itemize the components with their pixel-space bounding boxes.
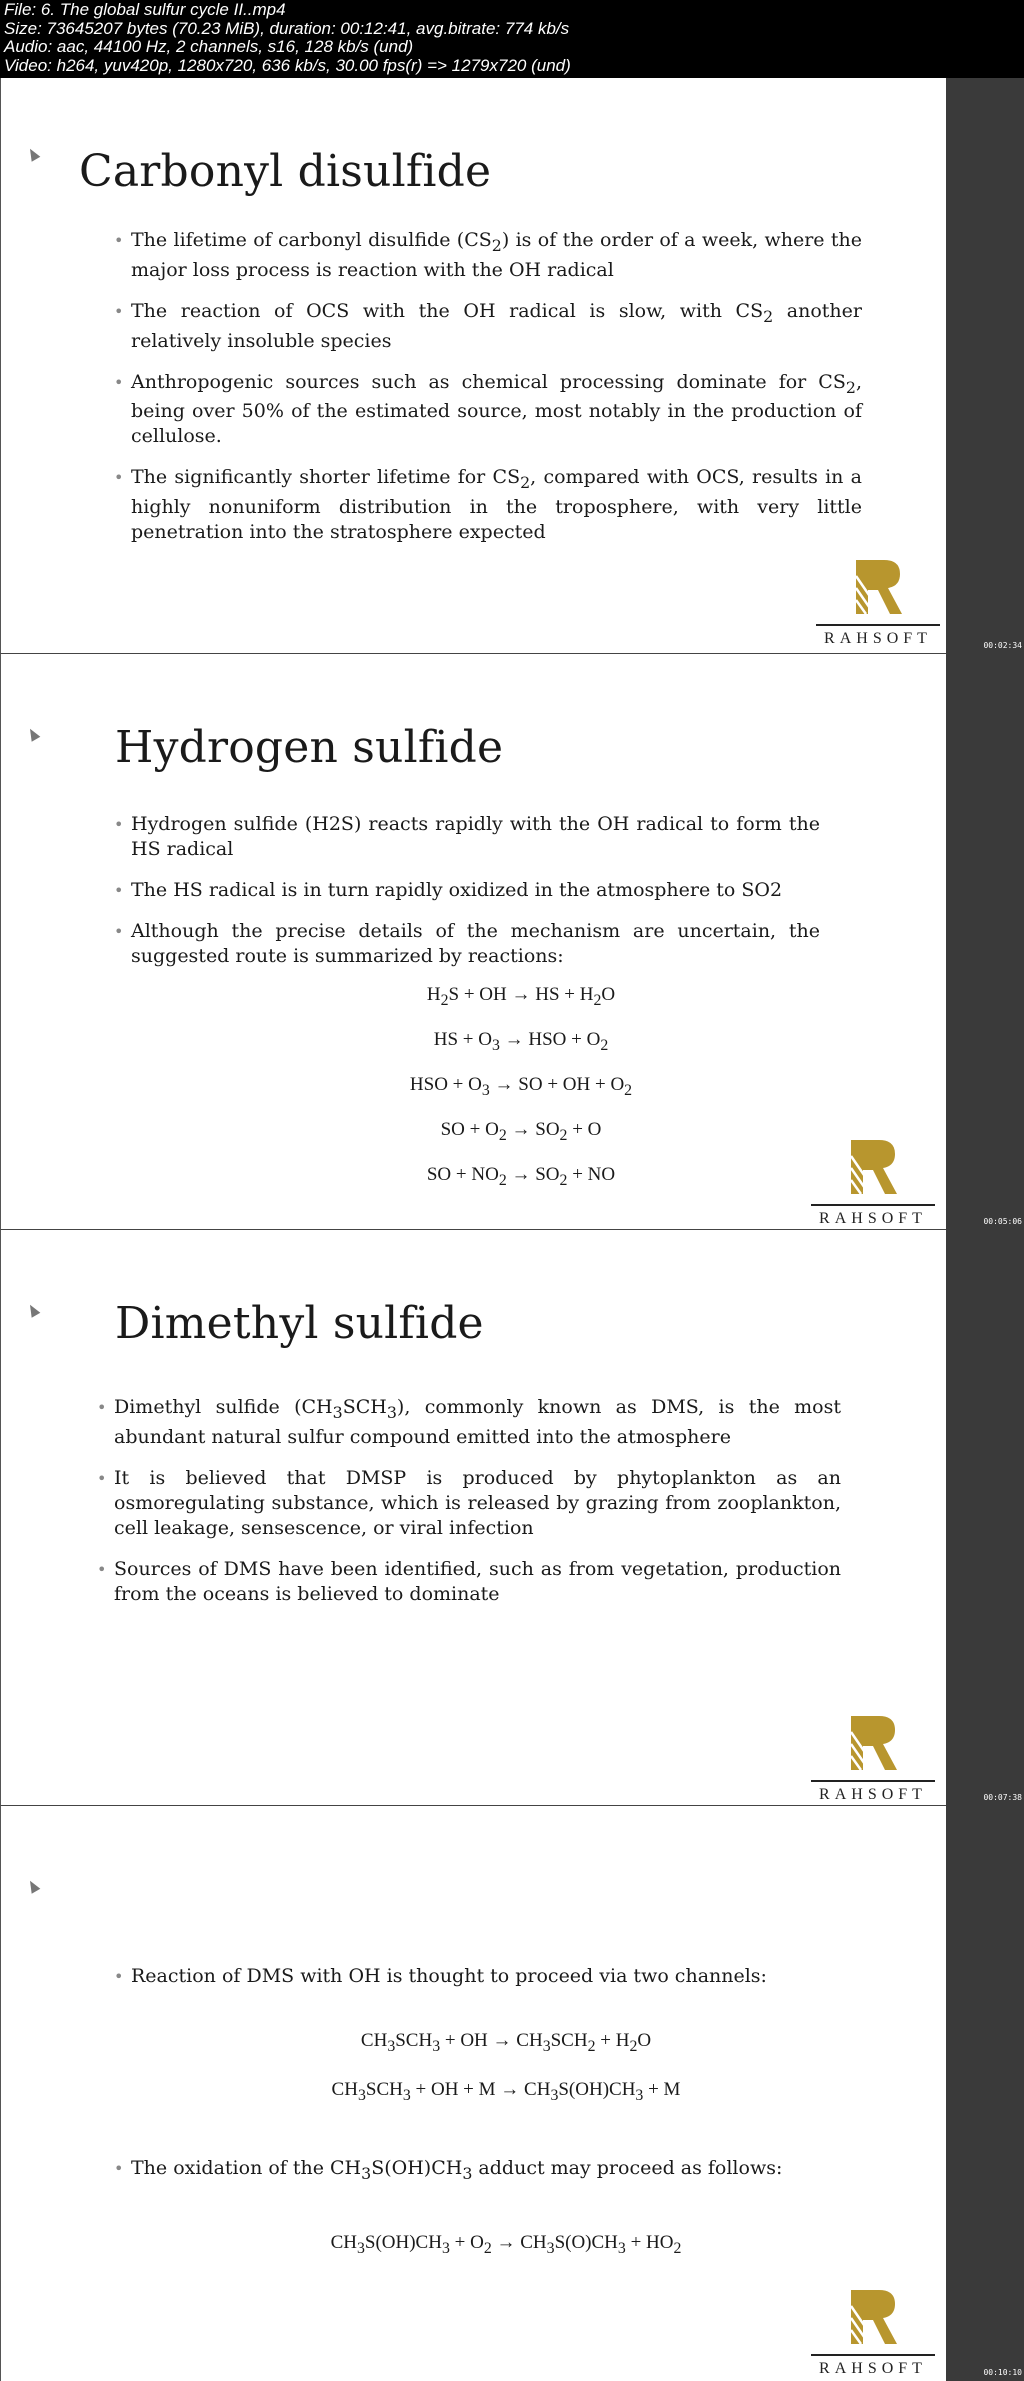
video-frame-3 — [0, 1230, 1024, 1806]
rahsoft-logo — [811, 2288, 935, 2378]
timestamp: 00:07:38 — [983, 1793, 1022, 1802]
bullet-list — [97, 1395, 841, 1623]
mouse-cursor-icon — [26, 146, 41, 161]
rahsoft-logo — [811, 1138, 935, 1228]
bullet-list — [114, 228, 862, 561]
brand-name: RAHSOFT — [819, 1786, 927, 1803]
file-line: File: 6. The global sulfur cycle II..mp4 — [4, 0, 286, 19]
slide — [0, 1806, 946, 2381]
bullet-item: • The lifetime of carbonyl disulfide $(CS_2)$ is of the order of a week, where the major loss process is reaction with the OH radical — [114, 228, 862, 283]
slide-title: Carbonyl disulfide — [79, 146, 492, 197]
rahsoft-logo-icon — [847, 1138, 899, 1196]
rahsoft-logo-icon — [852, 558, 904, 616]
video-frame-2 — [0, 654, 1024, 1230]
side-bar — [946, 654, 1024, 1230]
brand-name: RAHSOFT — [819, 2360, 927, 2377]
slide — [0, 78, 946, 654]
equation-list — [231, 2230, 781, 2275]
side-bar — [946, 78, 1024, 654]
equation-list — [321, 982, 721, 1207]
video-line: Video: h264, yuv420p, 1280x720, 636 kb/s, 30.00 fps(r) => 1279x720 (und) — [4, 55, 571, 75]
bullet-item: • The oxidation of the $CH_3S(OH)CH_3$ adduct may proceed as follows: — [114, 2156, 834, 2186]
equation: HS + $O_3$ → HSO + $O_2$ — [433, 1029, 609, 1054]
brand-name: RAHSOFT — [824, 630, 932, 647]
equation: $CH_3SCH_3$ + OH + $M \to CH_3S(OH)CH_3 + M$ — [331, 2079, 681, 2104]
equation: $CH_3S(OH)CH_3 + O_2 \to CH_3S(O)CH_3 + HO_2$ — [330, 2232, 682, 2257]
bullet-item: • It is believed that DMSP is produced by phytoplankton as an osmoregulating substance, which is released by grazing from zooplankton, cell leakage, sensescence, or viral infection — [97, 1466, 841, 1541]
equation: $H_2S$ + OH → HS + $H_2O$ — [426, 984, 616, 1009]
slide — [0, 654, 946, 1230]
bullet-item: • Sources of DMS have been identified, such as from vegetation, production from the oceans is believed to dominate — [97, 1557, 841, 1607]
equation: SO + $O_2 \to SO_2 + O$ — [440, 1119, 602, 1144]
bullet-list — [114, 1964, 834, 2005]
mouse-cursor-icon — [26, 1302, 41, 1317]
bullet-list — [114, 2156, 834, 2202]
equation-list — [231, 2028, 781, 2126]
rahsoft-logo — [816, 558, 940, 648]
equation: HSO + $O_3$ → SO + OH + $O_2$ — [409, 1074, 633, 1099]
video-frame-4 — [0, 1806, 1024, 2381]
rahsoft-logo-icon — [847, 2288, 899, 2346]
bullet-item: • The HS radical is in turn rapidly oxidized in the atmosphere to SO2 — [114, 878, 820, 903]
rahsoft-logo — [811, 1714, 935, 1804]
side-bar — [946, 1806, 1024, 2381]
slide-title: Dimethyl sulfide — [115, 1298, 484, 1349]
brand-name: RAHSOFT — [819, 1210, 927, 1227]
equation: $CH_3SCH_3$ + OH → $CH_3SCH_2 + H_2O$ — [360, 2030, 652, 2055]
bullet-item: • The reaction of OCS with the OH radical is slow, with $CS_2$ another relatively insoluble species — [114, 299, 862, 354]
bullet-item: • Although the precise details of the mechanism are uncertain, the suggested route is summarized by reactions: — [114, 919, 820, 969]
bullet-list — [114, 812, 820, 985]
bullet-item: • Anthropogenic sources such as chemical processing dominate for $CS_2$, being over 50% of the estimated source, most notably in the production of cellulose. — [114, 370, 862, 450]
video-frame-1 — [0, 78, 1024, 654]
timestamp: 00:05:06 — [983, 1217, 1022, 1226]
side-bar — [946, 1230, 1024, 1806]
equation: SO + $NO_2 \to SO_2$ + NO — [426, 1164, 616, 1189]
video-info-header — [0, 0, 1024, 78]
size-line: Size: 73645207 bytes (70.23 MiB), duration: 00:12:41, avg.bitrate: 774 kb/s — [4, 18, 570, 38]
timestamp: 00:02:34 — [983, 641, 1022, 650]
bullet-item: • Dimethyl sulfide $(CH_3SCH_3)$, commonly known as DMS, is the most abundant natural sulfur compound emitted into the atmosphere — [97, 1395, 841, 1450]
slide — [0, 1230, 946, 1806]
bullet-item: • The significantly shorter lifetime for $CS_2$, compared with OCS, results in a highly nonuniform distribution in the troposphere, with very little penetration into the stratosphere expected — [114, 465, 862, 545]
mouse-cursor-icon — [26, 726, 41, 741]
slide-title: Hydrogen sulfide — [115, 722, 504, 773]
timestamp: 00:10:10 — [983, 2368, 1022, 2377]
bullet-item: • Reaction of DMS with OH is thought to proceed via two channels: — [114, 1964, 834, 1989]
bullet-item: • Hydrogen sulfide (H2S) reacts rapidly with the OH radical to form the HS radical — [114, 812, 820, 862]
mouse-cursor-icon — [26, 1878, 41, 1893]
rahsoft-logo-icon — [847, 1714, 899, 1772]
audio-line: Audio: aac, 44100 Hz, 2 channels, s16, 128 kb/s (und) — [4, 37, 414, 56]
